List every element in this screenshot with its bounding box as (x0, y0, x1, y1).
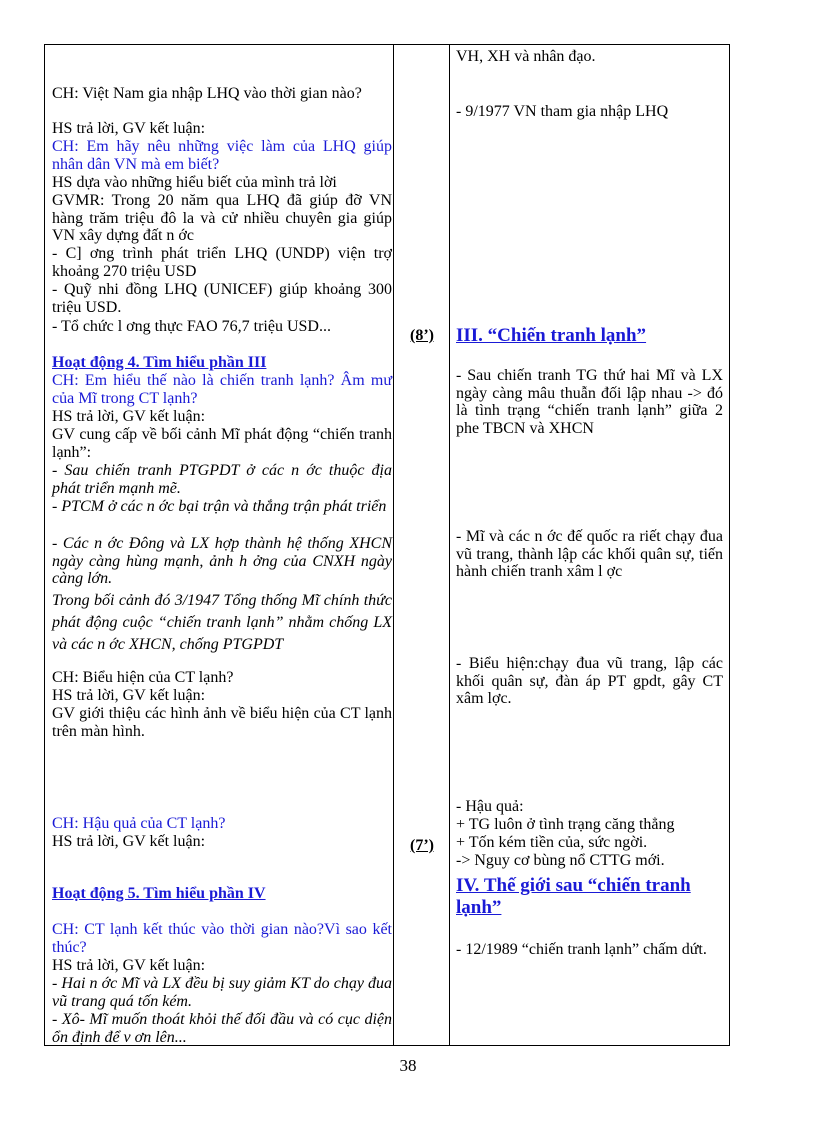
content-consequence-3: -> Nguy cơ bùng nổ CTTG mới. (456, 852, 665, 869)
question-cold-war-consequences: CH: Hậu quả của CT lạnh? (52, 815, 226, 832)
activity-4-heading: Hoạt động 4. Tìm hiểu phần III (52, 354, 267, 371)
student-answer-note: HS dựa vào những hiểu biết của mình trả lời (52, 174, 337, 191)
context-item-2: - PTCM ở các n ớc bại trận và thắng trận phát triển (52, 498, 387, 515)
content-consequences-heading: - Hậu quả: (456, 798, 524, 815)
answer-note: HS trả lời, GV kết luận: (52, 408, 206, 425)
question-cold-war-definition: CH: Em hiểu thế nào là chiến tranh lạnh? Âm mư của Mĩ trong CT lạnh? (52, 372, 392, 407)
column-divider-right (449, 45, 450, 1045)
section-3-heading: III. “Chiến tranh lạnh” (456, 325, 647, 346)
question-un-join-date: CH: Việt Nam gia nhập LHQ vào thời gian nào? (52, 85, 362, 102)
question-un-help: CH: Em hãy nêu những việc làm của LHQ giúp nhân dân VN mà em biết? (52, 138, 392, 173)
time-section-3: (8’) (410, 327, 434, 344)
content-cold-war-definition: - Sau chiến tranh TG thứ hai Mĩ và LX ngày càng mâu thuẫn đối lập nhau -> đó là tình trạng “chiến tranh lạnh” giữa 2 phe TBCN và XHCN (456, 367, 723, 437)
end-reason-2: - Xô- Mĩ muốn thoát khỏi thế đối đầu và có cục diện ổn định để v ơn lên... (52, 1011, 392, 1046)
content-consequence-1: + TG luôn ở tình trạng căng thẳng (456, 816, 675, 833)
content-vn-join: - 9/1977 VN tham gia nhập LHQ (456, 103, 669, 120)
undp-item: - C] ơng trình phát triển LHQ (UNDP) viện trợ khoảng 270 triệu USD (52, 245, 392, 280)
context-item-3: - Các n ớc Đông và LX hợp thành hệ thống XHCN ngày càng hùng mạnh, ảnh h ởng của CNXH ngày càng lớn. (52, 535, 392, 587)
end-reason-1: - Hai n ớc Mĩ và LX đều bị suy giảm KT do chạy đua vũ trang quá tốn kém. (52, 975, 392, 1010)
answer-note: HS trả lời, GV kết luận: (52, 957, 206, 974)
section-4-heading: IV. Thế giới sau “chiến tranh lạnh” (456, 875, 691, 918)
column-divider-left (393, 45, 394, 1045)
teacher-images-note: GV giới thiệu các hình ảnh về biểu hiện của CT lạnh trên màn hình. (52, 705, 392, 740)
answer-note: HS trả lời, GV kết luận: (52, 687, 206, 704)
unicef-item: - Quỹ nhi đồng LHQ (UNICEF) giúp khoảng 300 triệu USD. (52, 281, 392, 316)
time-section-4: (7’) (410, 837, 434, 854)
question-cold-war-end: CH: CT lạnh kết thúc vào thời gian nào?Vì sao kết thúc? (52, 921, 392, 956)
content-un-fields: VH, XH và nhân đạo. (456, 48, 596, 65)
answer-note: HS trả lời, GV kết luận: (52, 120, 206, 137)
teacher-context: GV cung cấp về bối cảnh Mĩ phát động “chiến tranh lạnh”: (52, 426, 392, 461)
content-cold-war-signs: - Biểu hiện:chạy đua vũ trang, lập các khối quân sự, đàn áp PT gpdt, gây CT xâm lợc. (456, 655, 723, 707)
page-number: 38 (399, 1056, 417, 1075)
lesson-table (44, 44, 730, 1046)
content-arms-race: - Mĩ và các n ớc đế quốc ra riết chạy đua vũ trang, thành lập các khối quân sự, tiến hành chiến tranh xâm l ợc (456, 528, 723, 580)
activity-5-heading: Hoạt động 5. Tìm hiểu phần IV (52, 885, 266, 902)
context-conclusion: Trong bối cảnh đó 3/1947 Tổng thống Mĩ chính thức phát động cuộc “chiến tranh lạnh” nhằm chống LX và các n ớc XHCN, chống PTGPDT (52, 592, 392, 653)
content-consequence-2: + Tốn kém tiền của, sức ngời. (456, 834, 648, 851)
answer-note: HS trả lời, GV kết luận: (52, 833, 206, 850)
teacher-extension: GVMR: Trong 20 năm qua LHQ đã giúp đỡ VN hàng trăm triệu đô la và cử nhiều chuyên gia giúp VN xây dựng đất n ớc (52, 192, 392, 244)
context-item-1: - Sau chiến tranh PTGPDT ở các n ớc thuộc địa phát triển mạnh mẽ. (52, 462, 392, 497)
question-cold-war-signs: CH: Biểu hiện của CT lạnh? (52, 669, 234, 686)
content-cold-war-end: - 12/1989 “chiến tranh lạnh” chấm dứt. (456, 941, 707, 958)
fao-item: - Tổ chức l ơng thực FAO 76,7 triệu USD... (52, 318, 331, 335)
